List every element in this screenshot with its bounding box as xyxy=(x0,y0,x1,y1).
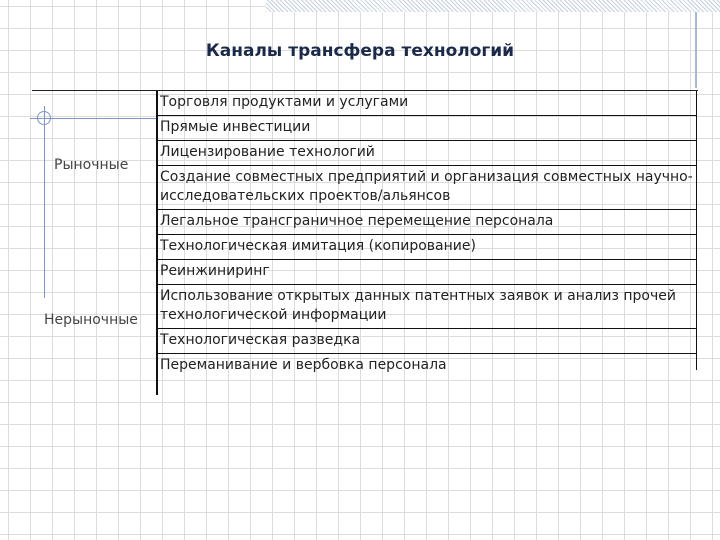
channel-row: Технологическая имитация (копирование) xyxy=(158,235,696,260)
decorative-circle xyxy=(37,111,51,125)
group-label-non-market: Нерыночные xyxy=(44,312,138,328)
channel-row: Торговля продуктами и услугами xyxy=(158,91,696,116)
channel-row: Реинжиниринг xyxy=(158,260,696,285)
channel-row: Технологическая разведка xyxy=(158,329,696,354)
slide-title: Каналы трансфера технологий xyxy=(205,41,515,61)
decorative-hatch-band xyxy=(266,0,720,12)
channel-row: Создание совместных предприятий и организация совместных научно-исследовательских проектов/альянсов xyxy=(158,166,696,210)
channel-row: Прямые инвестиции xyxy=(158,116,696,141)
channel-row: Использование открытых данных патентных заявок и анализ прочей технологической информации xyxy=(158,285,696,329)
channel-row: Легальное трансграничное перемещение персонала xyxy=(158,210,696,235)
channel-row: Лицензирование технологий xyxy=(158,141,696,166)
channel-row: Переманивание и вербовка персонала xyxy=(160,357,447,373)
decorative-vertical-line-left xyxy=(44,106,45,298)
channels-list xyxy=(158,91,696,378)
table-right-border xyxy=(696,91,697,370)
group-label-market: Рыночные xyxy=(54,157,129,173)
